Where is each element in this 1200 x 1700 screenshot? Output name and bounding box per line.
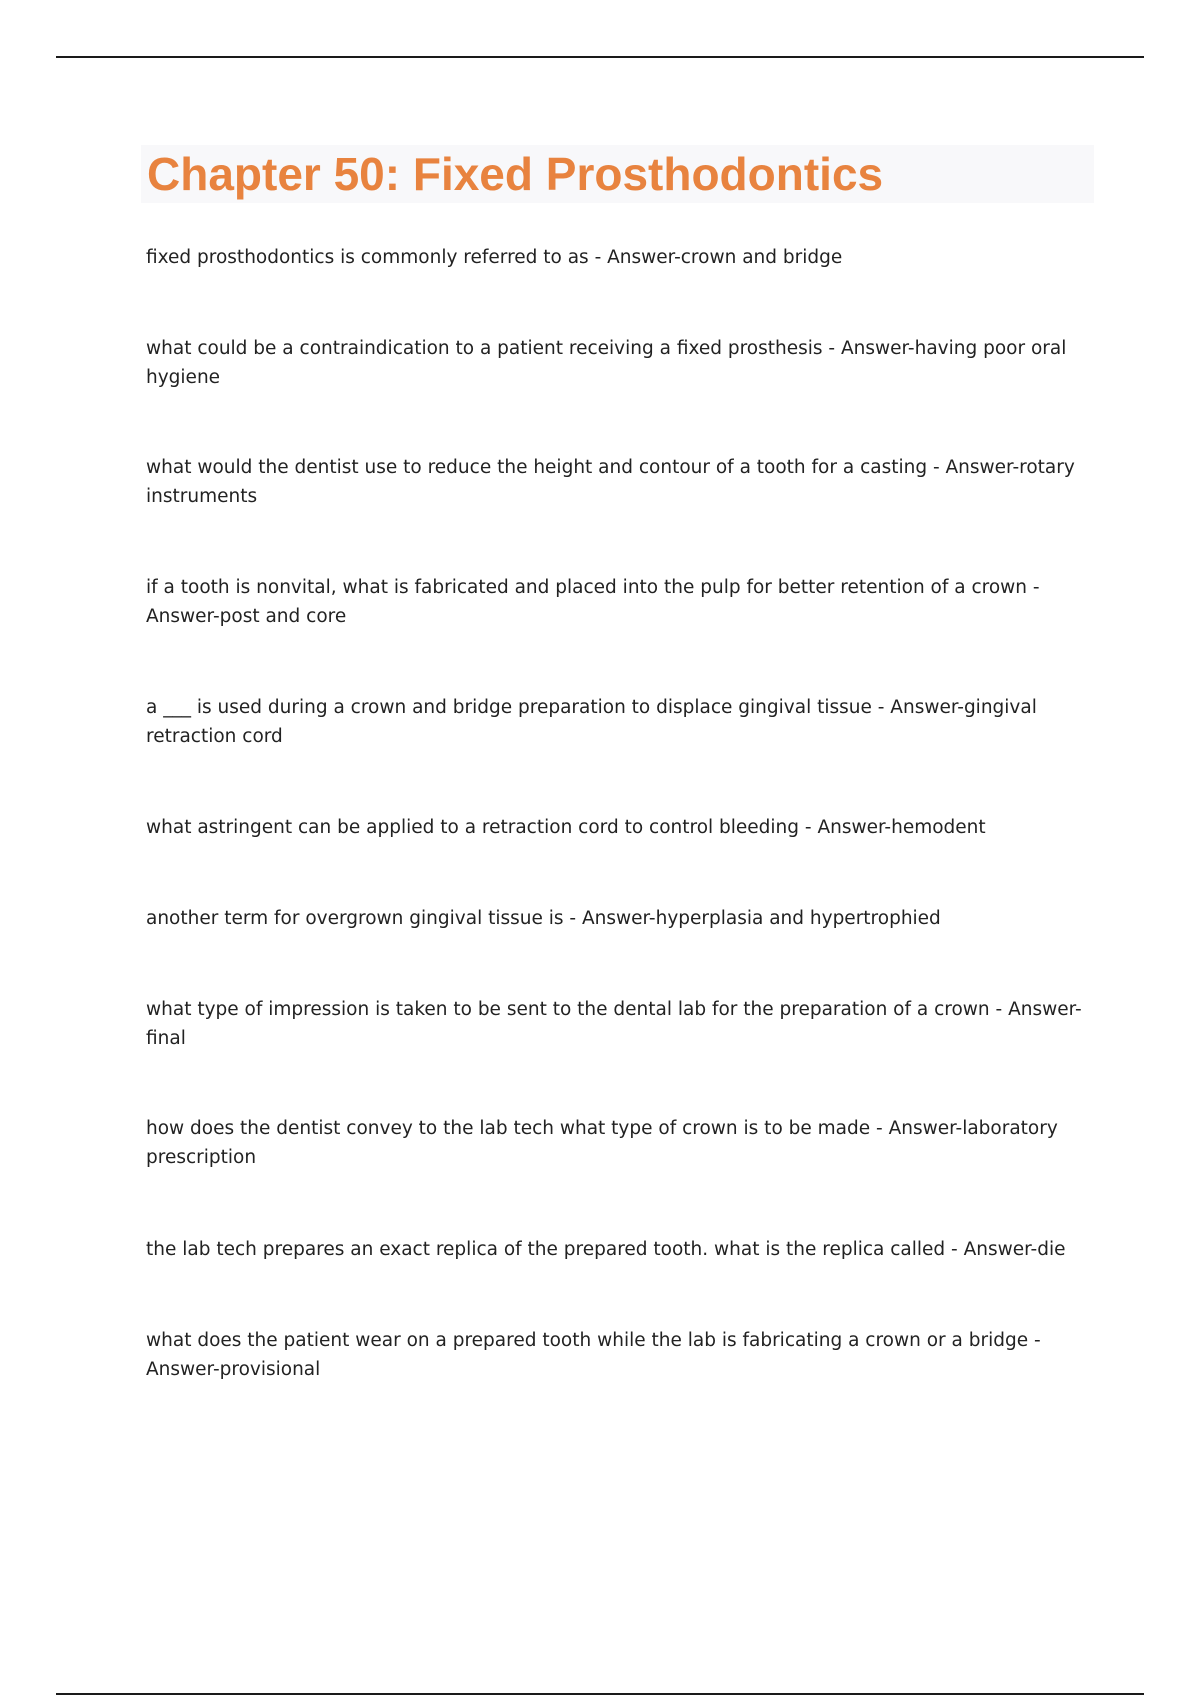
qa-item-2: what could be a contraindication to a patient receiving a fixed prosthesis - Answer-having poor oral hygiene [146,338,1067,388]
qa-item-6: what astringent can be applied to a retraction cord to control bleeding - Answer-hemodent [146,817,986,838]
title-banner [141,145,1094,203]
qa-item-1: fixed prosthodontics is commonly referred to as - Answer-crown and bridge [146,247,843,268]
footer-rule [56,1693,1144,1695]
qa-item-4: if a tooth is nonvital, what is fabricated and placed into the pulp for better retention of a crown - Answer-post and core [146,577,1040,627]
page-title: Chapter 50: Fixed Prosthodontics [147,148,884,200]
qa-item-7: another term for overgrown gingival tissue is - Answer-hyperplasia and hypertrophied [146,908,941,929]
qa-item-8: what type of impression is taken to be sent to the dental lab for the preparation of a crown - Answer-final [146,999,1082,1049]
qa-item-3: what would the dentist use to reduce the height and contour of a tooth for a casting - Answer-rotary instruments [146,457,1075,507]
qa-item-10: the lab tech prepares an exact replica of the prepared tooth. what is the replica called - Answer-die [146,1239,1066,1260]
qa-item-9: how does the dentist convey to the lab tech what type of crown is to be made - Answer-laboratory prescription [146,1118,1058,1168]
header-rule [56,56,1144,58]
qa-item-5: a ___ is used during a crown and bridge preparation to displace gingival tissue - Answer-gingival retraction cord [146,697,1037,747]
qa-item-11: what does the patient wear on a prepared tooth while the lab is fabricating a crown or a bridge - Answer-provisional [146,1330,1041,1380]
